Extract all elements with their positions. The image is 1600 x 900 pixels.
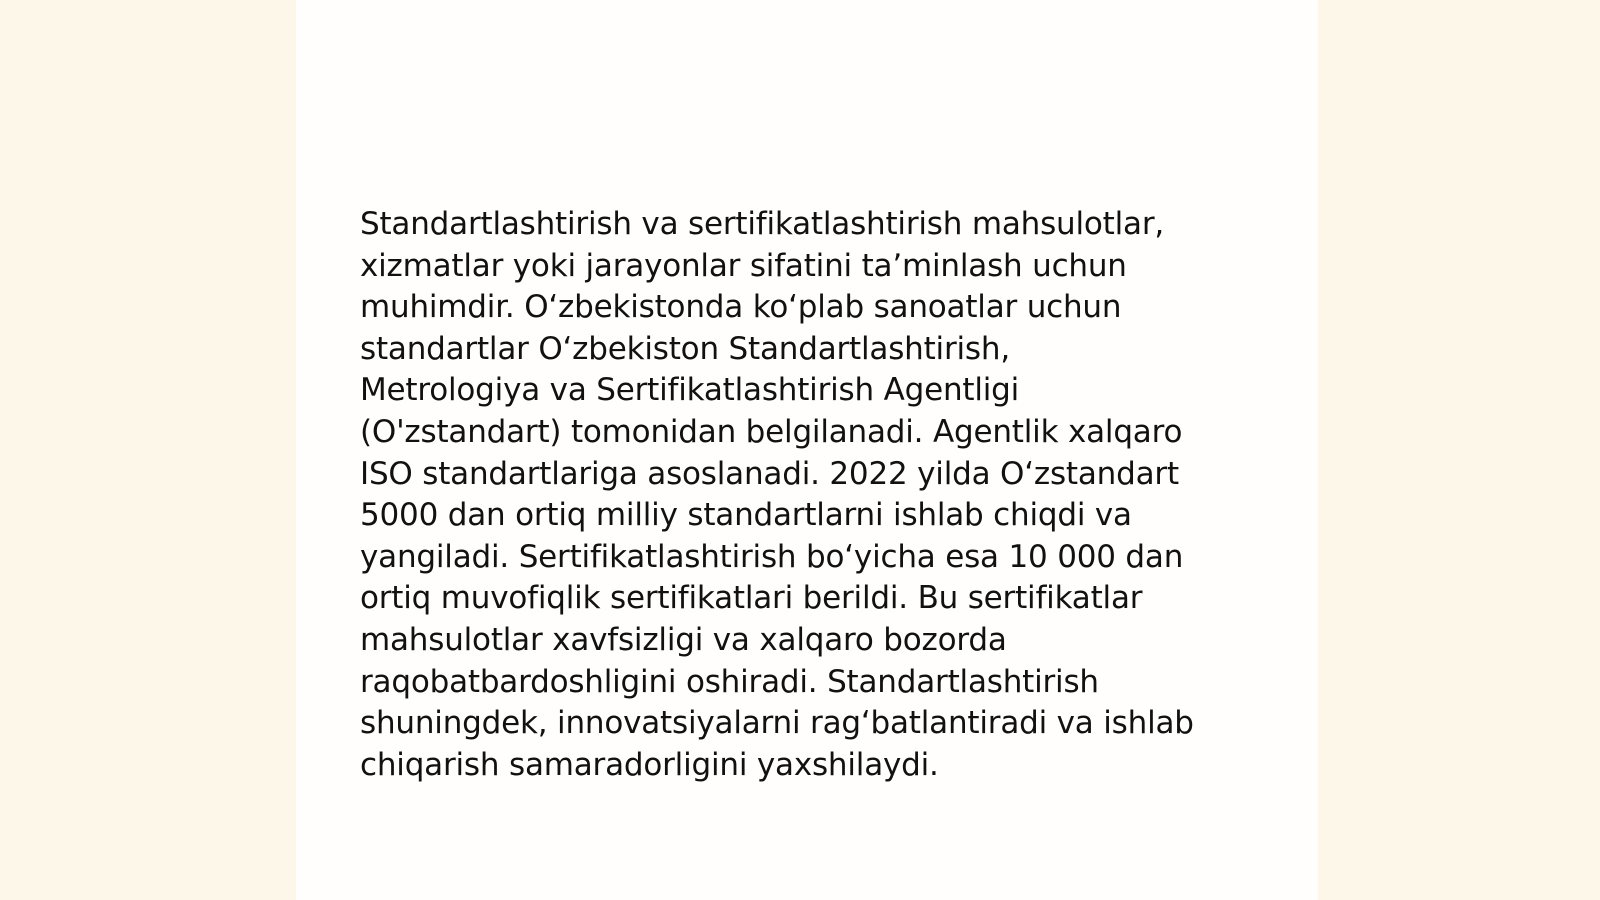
paragraph-line: muhimdir. O‘zbekistonda ko‘plab sanoatlar uchun [360, 289, 1122, 326]
paragraph-line: yangiladi. Sertifikatlashtirish bo‘yicha esa 10 000 dan [360, 538, 1184, 575]
paragraph-line: (O'zstandart) tomonidan belgilanadi. Agentlik xalqaro [360, 413, 1183, 450]
body-paragraph [360, 204, 1260, 786]
paragraph-line: raqobatbardoshligini oshiradi. Standartlashtirish [360, 663, 1099, 700]
paragraph-line: Standartlashtirish va sertifikatlashtirish mahsulotlar, [360, 206, 1165, 242]
paragraph-line: standartlar O‘zbekiston Standartlashtirish, [360, 330, 1010, 367]
paragraph-line: chiqarish samaradorligini yaxshilaydi. [360, 746, 939, 783]
paragraph-line: mahsulotlar xavfsizligi va xalqaro bozorda [360, 621, 1007, 658]
document-page [296, 0, 1318, 900]
paragraph-line: shuningdek, innovatsiyalarni rag‘batlantiradi va ishlab [360, 705, 1194, 742]
paragraph-line: xizmatlar yoki jarayonlar sifatini ta’minlash uchun [360, 247, 1127, 284]
paragraph-line: ortiq muvofiqlik sertifikatlari berildi. Bu sertifikatlar [360, 580, 1143, 617]
paragraph-line: Metrologiya va Sertifikatlashtirish Agentligi [360, 372, 1020, 409]
paragraph-line: ISO standartlariga asoslanadi. 2022 yilda O‘zstandart [360, 455, 1179, 492]
paragraph-line: 5000 dan ortiq milliy standartlarni ishlab chiqdi va [360, 497, 1132, 534]
